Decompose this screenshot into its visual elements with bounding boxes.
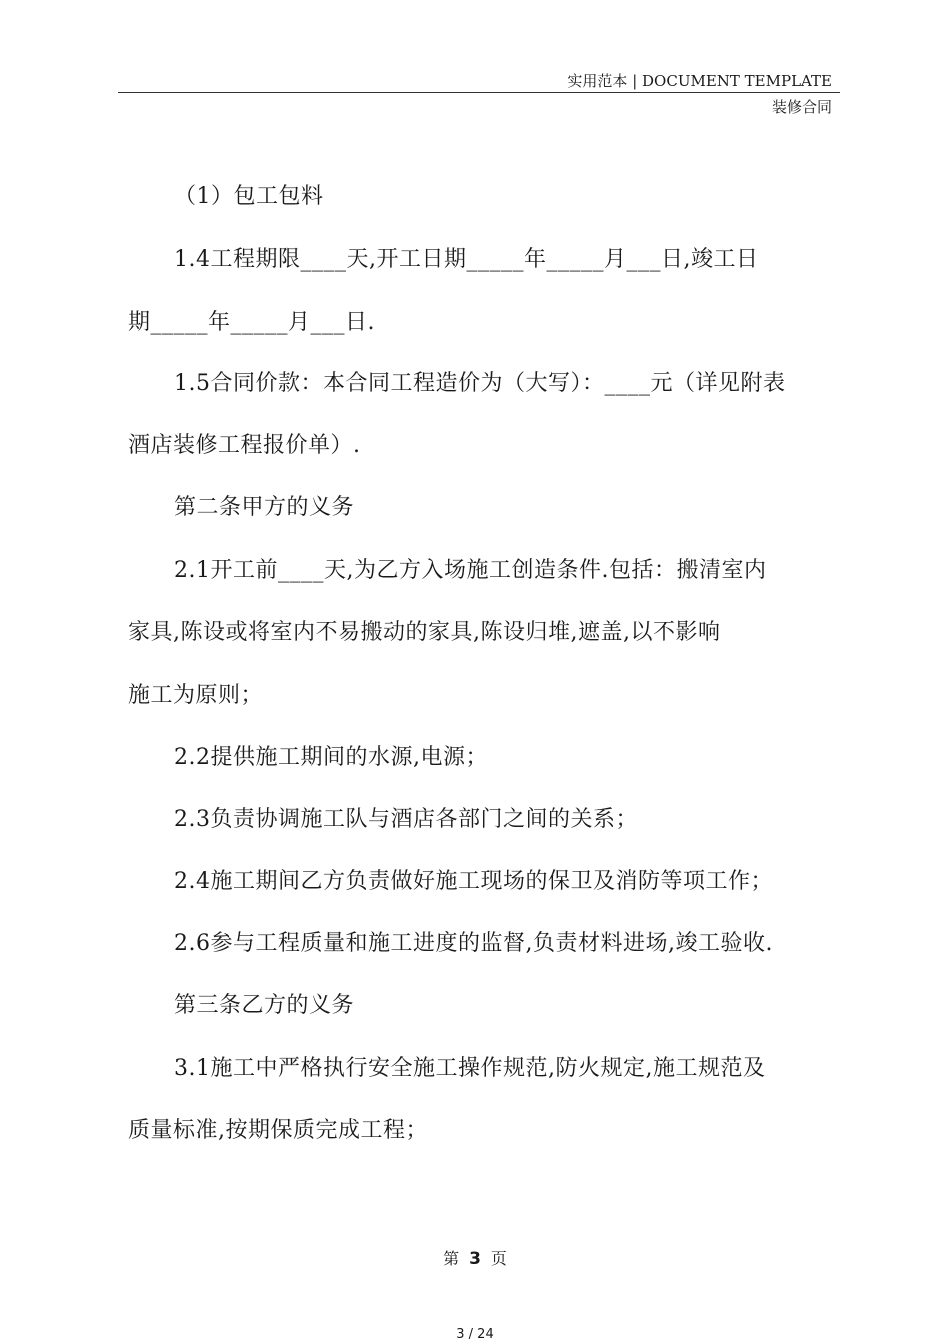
body-line: 家具,陈设或将室内不易搬动的家具,陈设归堆,遮盖,以不影响 — [128, 620, 721, 645]
body-line: 期_____年_____月___日. — [128, 310, 375, 335]
section-heading: 第二条甲方的义务 — [174, 495, 355, 520]
body-line: （1）包工包料 — [174, 184, 324, 209]
page-number-prefix: 第 — [443, 1249, 460, 1268]
section-heading: 第三条乙方的义务 — [174, 993, 355, 1018]
body-line: 1.4工程期限____天,开工日期_____年_____月___日,竣工日 — [174, 247, 759, 272]
header-brand: 实用范本 | DOCUMENT TEMPLATE — [567, 72, 832, 90]
page-count: 3 / 24 — [456, 1327, 494, 1342]
page-number — [0, 1246, 950, 1269]
header-subtitle: 装修合同 — [771, 98, 832, 116]
body-line: 质量标准,按期保质完成工程； — [128, 1118, 428, 1143]
body-line: 1.5合同价款：本合同工程造价为（大写）：____元（详见附表 — [174, 371, 786, 396]
page-number-suffix: 页 — [490, 1249, 507, 1268]
body-line: 2.2提供施工期间的水源,电源； — [174, 745, 488, 770]
body-line: 3.1施工中严格执行安全施工操作规范,防火规定,施工规范及 — [174, 1056, 766, 1081]
body-line: 2.1开工前____天,为乙方入场施工创造条件.包括：搬清室内 — [174, 558, 767, 583]
body-line: 2.6参与工程质量和施工进度的监督,负责材料进场,竣工验收. — [174, 931, 773, 956]
body-line: 酒店装修工程报价单）. — [128, 433, 361, 458]
body-line: 2.3负责协调施工队与酒店各部门之间的关系； — [174, 807, 638, 832]
header-divider — [118, 92, 840, 93]
body-line: 施工为原则； — [128, 683, 264, 708]
page-number-value: 3 — [469, 1249, 481, 1269]
body-line: 2.4施工期间乙方负责做好施工现场的保卫及消防等项工作； — [174, 869, 773, 894]
